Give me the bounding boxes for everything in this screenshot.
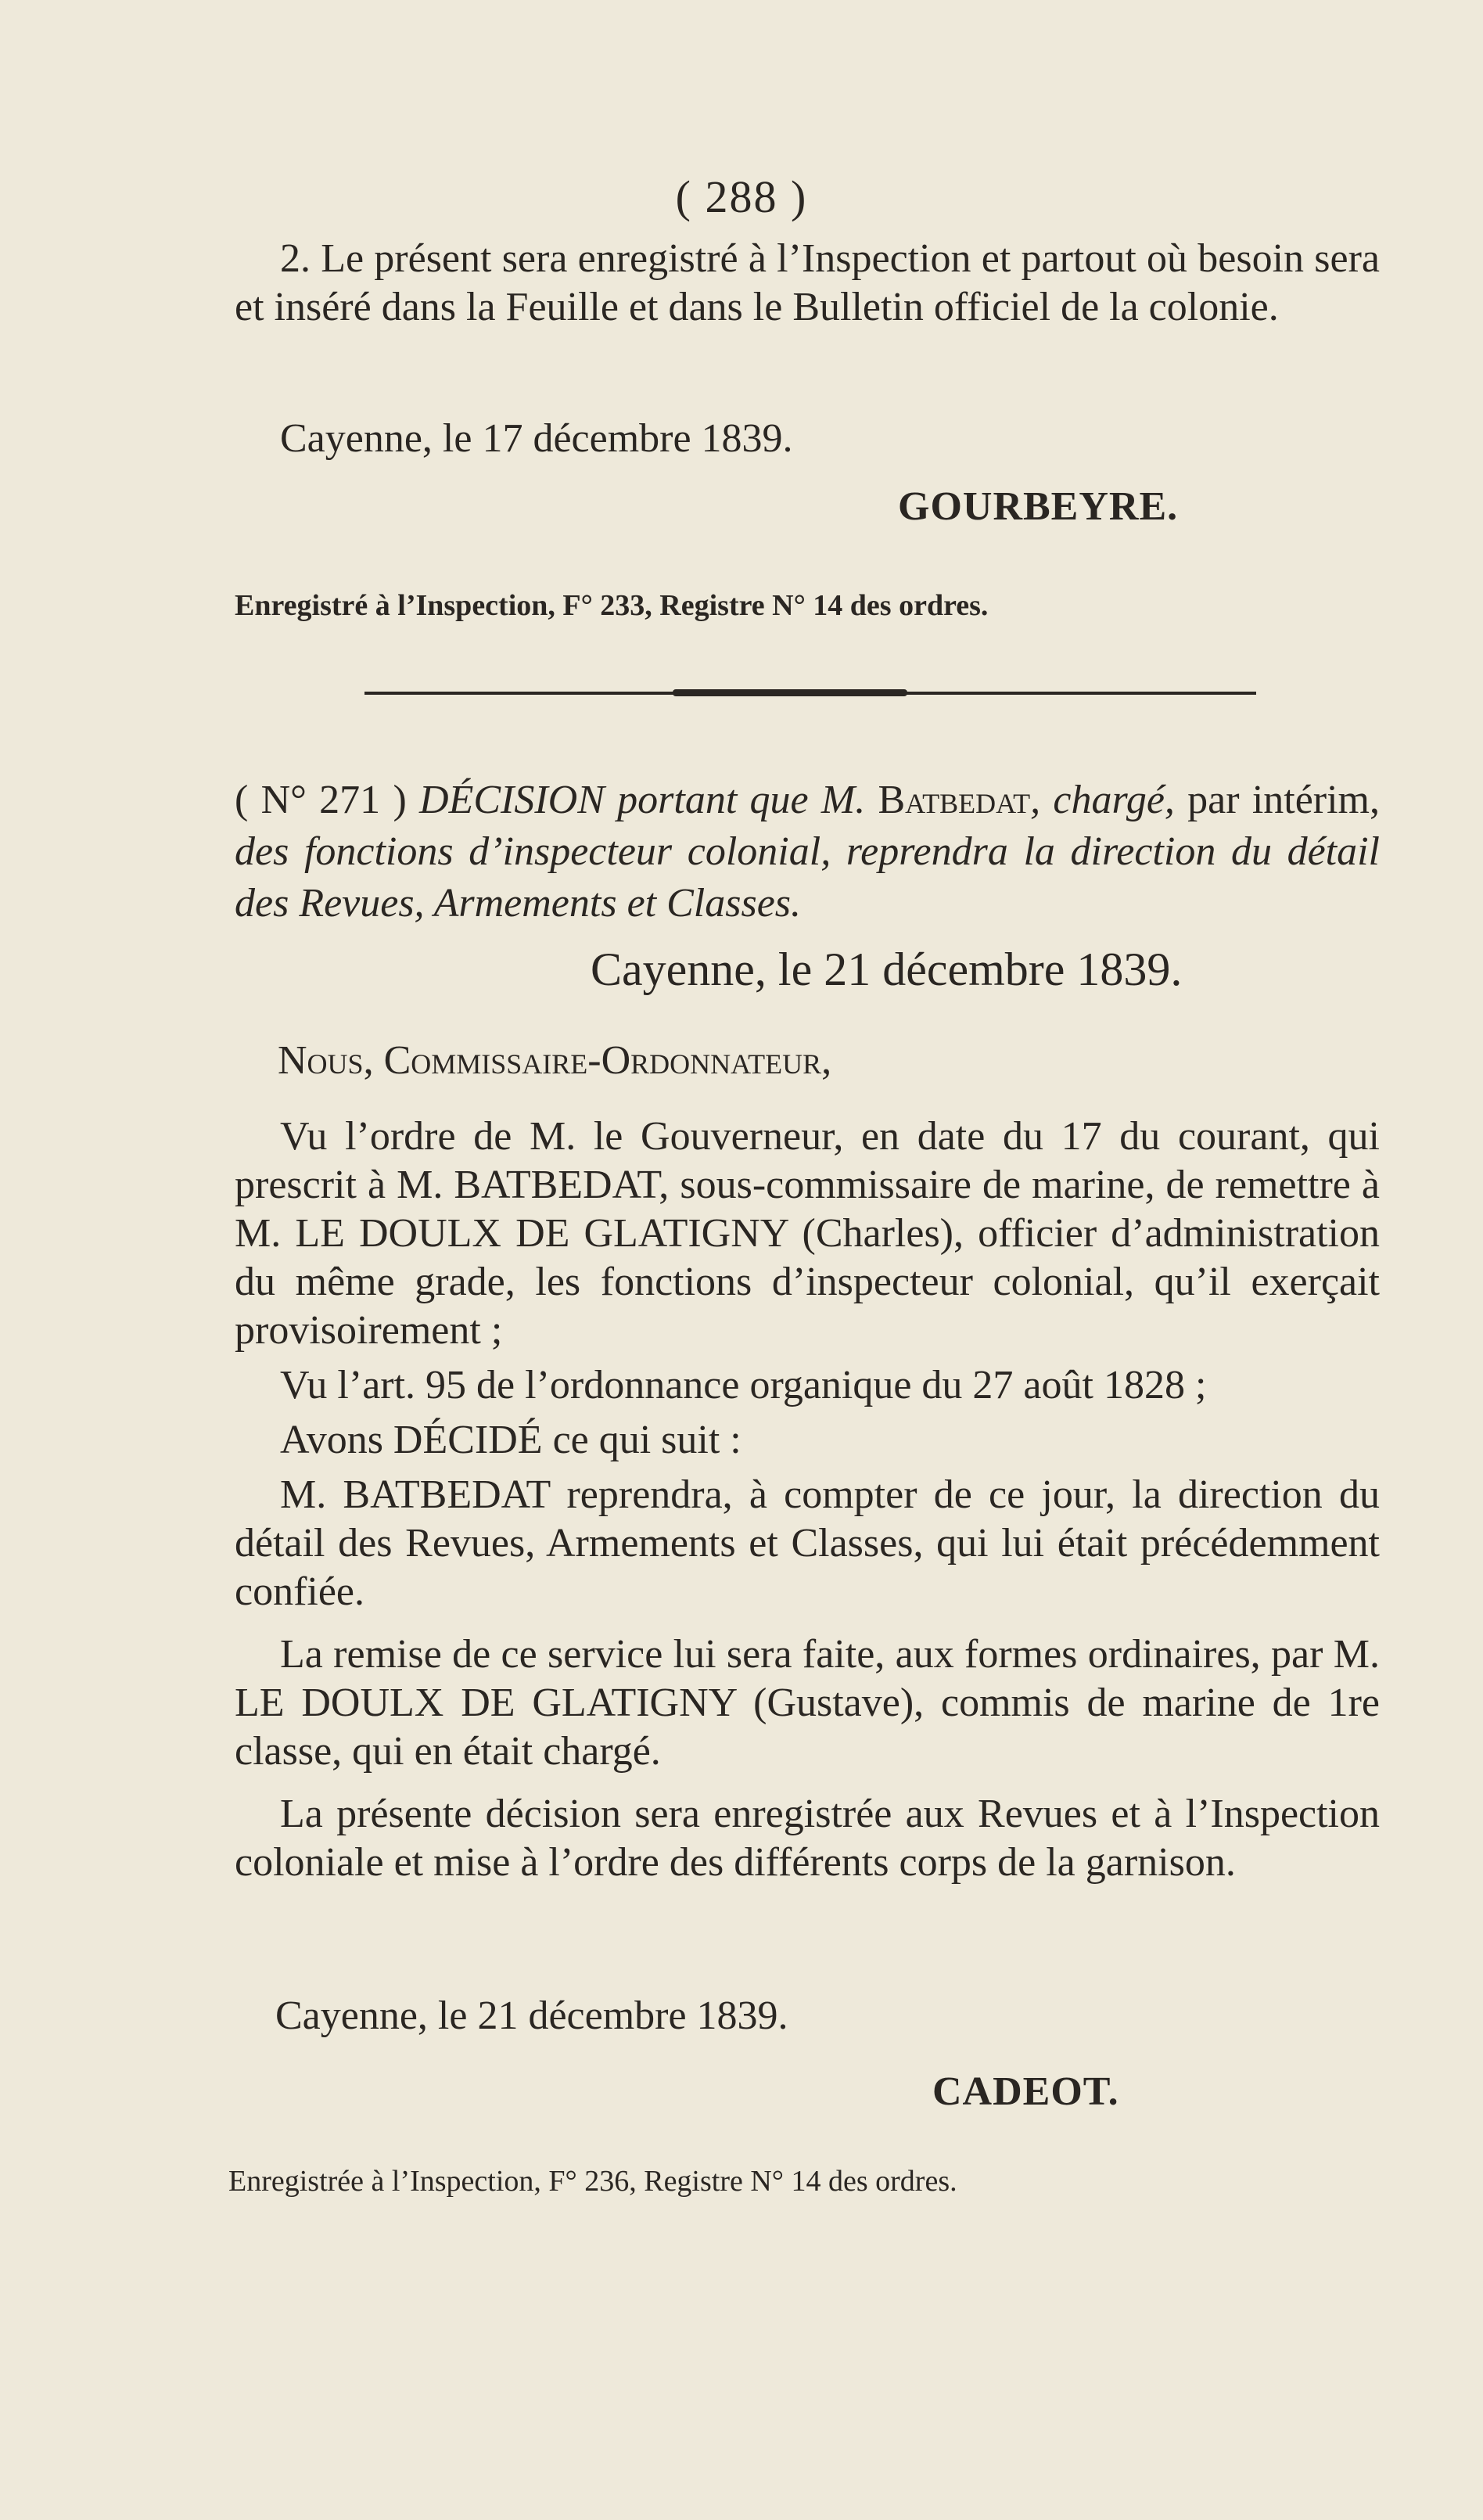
decision-title-d: des fonctions d’inspecteur colonial, reprendra la direction du détail des Revues, Armements et Classes.: [235, 829, 1380, 926]
section1-paragraph: [235, 235, 1380, 332]
decision-title-name: Batbedat: [878, 778, 1031, 822]
decision-title-a: DÉCISION portant que M.: [419, 778, 866, 822]
decision-p4: M. BATBEDAT reprendra, à compter de ce jour, la direction du détail des Revues, Armements et Classes, qui lui était précédemment confiée.: [235, 1472, 1380, 1614]
section1-registration: Enregistré à l’Inspection, F° 233, Registre N° 14 des ordres.: [235, 589, 989, 622]
decision-p3: Avons DÉCIDÉ ce qui suit :: [280, 1418, 742, 1462]
decision-date: Cayenne, le 21 décembre 1839.: [275, 1993, 788, 2038]
decision-p1: Vu l’ordre de M. le Gouverneur, en date du 17 du courant, qui prescrit à M. BATBEDAT, sous-commissaire de marine, de remettre à M. LE DOULX DE GLATIGNY (Charles), officier d’administration du même grade, les fonctions d’inspecteur colonial, qu’il exerçait provisoirement ;: [235, 1114, 1380, 1353]
decision-dateline: Cayenne, le 21 décembre 1839.: [591, 944, 1183, 995]
decision-signature: CADEOT.: [932, 2069, 1119, 2114]
decision-p5: La remise de ce service lui sera faite, aux formes ordinaires, par M. LE DOULX DE GLATIGNY (Gustave), commis de marine de 1re classe, qui en était chargé.: [235, 1632, 1380, 1774]
decision-number: ( N° 271 ): [235, 778, 407, 822]
decision-p6: La présente décision sera enregistrée aux Revues et à l’Inspection coloniale et mise à l’ordre des différents corps de la garnison.: [235, 1792, 1380, 1885]
decision-authority: Nous, Commissaire-Ordonnateur,: [278, 1038, 832, 1083]
decision-title-b: , chargé,: [1030, 778, 1175, 822]
section1-date: Cayenne, le 17 décembre 1839.: [280, 416, 793, 461]
decision-body: [235, 1113, 1380, 1887]
decision-heading: [235, 775, 1380, 929]
decision-title-c: par intérim,: [1174, 778, 1381, 822]
section1-signature: GOURBEYRE.: [898, 484, 1179, 529]
page-number: ( 288 ): [675, 171, 808, 222]
section-divider-swell: [673, 689, 907, 696]
decision-registration: Enregistrée à l’Inspection, F° 236, Registre N° 14 des ordres.: [228, 2165, 957, 2198]
decision-p2: Vu l’art. 95 de l’ordonnance organique du 27 août 1828 ;: [280, 1363, 1207, 1407]
section1-body: 2. Le présent sera enregistré à l’Inspection et partout où besoin sera et inséré dans la Feuille et dans le Bulletin officiel de la colonie.: [235, 236, 1380, 329]
